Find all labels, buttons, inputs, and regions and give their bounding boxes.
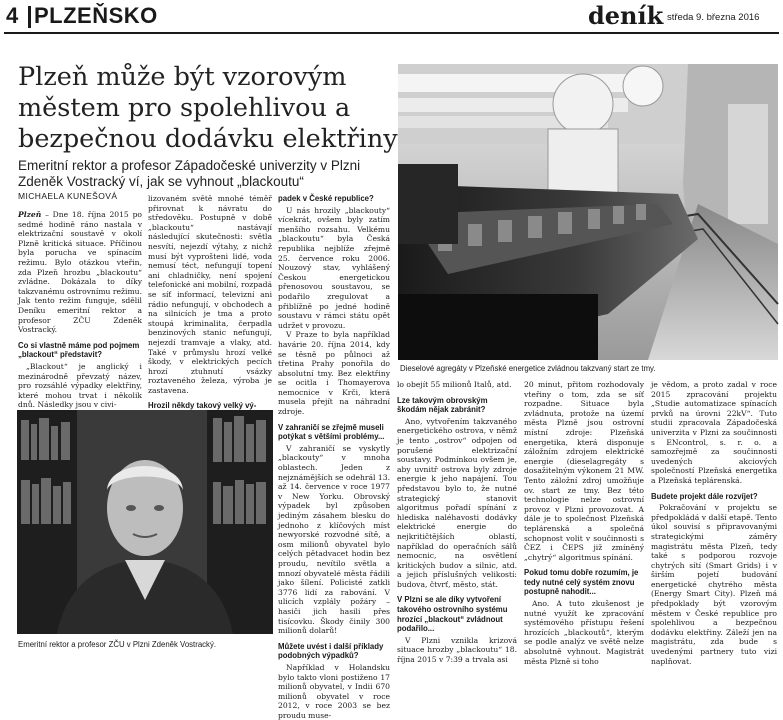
question-heading: V Plzni se ale díky vytvoření takového ostrovního systému hrozící „blackout“ zvládnout podařilo... [397, 595, 508, 634]
issue-date: středa 9. března 2016 [667, 12, 760, 23]
answer-paragraph: „Blackout“ je anglický i mezinárodně převzatý název, pro rozsáhlé výpadky elektřiny, které mohou trvat i několik dnů. Následky jsou v civi- [18, 361, 142, 410]
question-heading: V zahraničí se zřejmě museli potýkat s většími problémy... [278, 422, 385, 442]
engine-room-image [398, 64, 778, 360]
article-column-1 [18, 210, 142, 410]
article-column-6 [651, 380, 777, 668]
section-title: PLZEŇSKO [34, 3, 158, 28]
intro-text: – Dne 18. října 2015 po sedmé hodině ráno nastala v elektrizační soustavě v okolí Plzně kritická situace. Příčinou byla porucha ve spínacím režimu. Bylo otázkou vteřin, zda Plzeň hrozbu „blackoutu“ zvládne. Dokázala to díky takzvanému ostrovnímu režimu. Jak tento režim funguje, sdělil Deníku emeritní rektor a profesor ZČU Zdeněk Vostracký. [18, 210, 142, 335]
article-column-4 [397, 380, 517, 668]
engine-photo-caption: Dieselové agregáty v Plzeňské energetice zvládnou takzvaný start ze tmy. [400, 364, 656, 373]
article-paragraph: Pokračování v projektu se předpokládá v další etapě. Tento úkol souvisí s připravovanými strategickými záměry magistrátu města Plzeň, tedy také s podporou rozvoje chytrých sítí (Smart Grids) i v širším pojetí budování energetické chytrého města (Energy Smart City). Plzeň má předpoklady být vzorovým městem v České republice pro spolehlivou a bezpečnou dodávku elektřiny. Záleží jen na magistrátu, zda bude s uvedenými partnery tuto vizi naplňovat. [651, 503, 777, 666]
question-heading: Lze takovým obrovským škodám nějak zabránit? [397, 395, 488, 415]
intro-paragraph [18, 210, 142, 335]
question-heading: Hrozil někdy takový velký vý- [148, 401, 257, 411]
article-paragraph: V zahraničí se vyskytly „blackouty“ v mnoha oblastech. Jeden z nejznámějších se odehrál 13. až 14. července v roce 1977 v New Yorku. Obrovský výpadek byl způsoben jediným zásahem blesku do jednoho z klíčových míst newyorské rozvodné sítě, a osm milionů obyvatel bylo celých pětadvacet hodin bez proudu, nevítilo světla a mnozí obyvatelé města řádili jako šílení. Policisté zatkli 3776 lidí za rabování. V ulicích vzplály požáry – hasiči jich hasili přes tisícovku. Škody činily 300 milionů dolarů! [278, 443, 390, 636]
question-heading: Pokud tomu dobře rozumím, je tedy nutné celý systém znovu postupně nahodit... [524, 568, 639, 597]
question-heading: Můžete uvést i další příklady podobných výpadků? [278, 641, 384, 661]
question-heading: Budete projekt dále rozvíjet? [651, 491, 758, 501]
question-heading: Co si vlastně máme pod pojmem „blackout“ představit? [18, 340, 140, 360]
article-paragraph: Ano, vytvořením takzvaného energetického ostrova, v němž je tento „ostrov“ odpojen od porušené elektrizační soustavy. Podmínkou ovšem je, aby uvnitř ostrova byly zdroje energie k jeho napájení. Tou představou bylo to, že nutné strategický stanovit algoritmus pořadí spínání z hlediska naléhavosti dodávky elektrické energie do nejkritičtějších oblastí, například do operačních sálů nemocnic, na osvětlení kritických budov a silnic, atd. a jejich příslušných velikostí: budova, čtvrť, město, stát. [397, 416, 517, 589]
header-rule [4, 32, 779, 34]
dateline-place: Plzeň [18, 210, 42, 219]
page-number: 4 [6, 3, 19, 28]
brand-logo: deník [588, 1, 664, 30]
article-paragraph: Například v Holandsku bylo takto vloni postiženo 17 milionů obyvatel, v Indii 670 milionů obyvatel v roce 2012, v roce 2003 se bez proudu muse- [278, 662, 390, 720]
portrait-photo-caption: Emeritní rektor a profesor ZČU v Plzni Zdeněk Vostracký. [18, 640, 217, 649]
article-column-2 [148, 194, 272, 411]
article-paragraph: je vědom, a proto zadal v roce 2015 zpracování projektu „Studie automatizace spínacích prvků na úrovni 22kV“. Tuto studii zpracovala Západočeská univerzita v Plzni za součinnosti s ENcontrol, s. r. o. a samozřejmě za součinnosti uvedených akciových společností Plzeňská energetika a Plzeňská teplárenská. [651, 380, 777, 485]
article-paragraph: V Plzni vznikla krizová situace hrozby „blackoutu“ 18. října 2015 v 7:39 a trvala asi [397, 635, 517, 665]
article-paragraph: 20 minut, přitom rozhodovaly vteřiny o tom, zda se síť rozpadne. Situace byla zvládnuta, protože na území města Plzně jsou ostrovní místní zdroje: Plzeňská energetika, která disponuje záložním zdrojem elektrické energie (dieselagregáty s dosažitelným výkonem 21 MW. Tento záložní zdroj umožňuje ov. start ze tmy. Bez této technologie nelze ostrovní provoz v Plzni provozovat. A dále je to společnost Plzeňská teplárenská a společná schopnost volit v součinnosti s ČEZ i ČEPS již zmíněný „chytrý“ algoritmus spínání. [524, 380, 644, 562]
article-paragraph: V Praze to byla například havárie 20. října 2014, kdy se těsně po půlnoci až třetina Prahy ponořila do absolutní tmy. Bez elektřiny se ocitla i Thomayerova nemocnice v Krči, která musela přejít na náhradní zdroje. [278, 330, 390, 417]
header-separator [28, 6, 31, 28]
article-paragraph: lizovaném světě mnohé téměř přirovnat k návratu do středověku. Postupně v době „blackoutu“ nastávají následující skutečnosti: světla nesvítí, nejezdí výtahy, z nichž musí být vyprošteni lidé, voda nemusí téct, nefungují topení ani chladničky, není spojení telefonické ani mobilní, rozpadá se síť informací, televizní ani rádio nefungují, v obchodech a na silnicích je tma a proto stoupá kriminalita, čerpadla benzinových stanic nefungují, nejezdí tramvaje a vlaky, atd. Také v průmyslu hrozí velké škody, v elektrických pecích hrozí ztuhnutí vsázky roztaveného železa, výroba je zastavena. [148, 194, 272, 395]
article-subheadline: Emeritní rektor a profesor Západočeské univerzity v Plzni Zdeněk Vostracký ví, jak se vyhnout „blackoutu“ [18, 158, 361, 189]
portrait-photo [17, 410, 273, 634]
article-byline: MICHAELA KUNEŠOVÁ [18, 191, 118, 201]
article-paragraph: Ano. A tuto zkušenost je nutné využít ke zpracování systémového přístupu řešení hrozících „blackoutů“, kterým se podle analýz ve světě nelze absolutně vyhnout. Magistrát města Plzně si toho [524, 599, 644, 666]
article-paragraph: lo obejít 55 milionů Italů, atd. [397, 380, 512, 389]
article-headline: Plzeň může být vzorovým městem pro spolehlivou a bezpečnou dodávku elektřiny [18, 62, 398, 154]
question-heading: padek v České republice? [278, 194, 374, 203]
portrait-image [17, 410, 273, 634]
article-column-5 [524, 380, 644, 668]
article-column-3 [278, 194, 390, 720]
article-paragraph: U nás hrozily „blackouty“ vícekrát, ovšem byly zatím menšího rozsahu. Velkému „blackoutu“ byla Česká republika nejblíže zřejmě 25. července roku 2006. Nouzový stav, vyhlášený Českou energetickou přenosovou soustavou, se podařilo zregulovat a přiblížně po jedné hodině soustavu v rámci státu opět udržet v provozu. [278, 205, 390, 330]
engine-room-photo [398, 64, 778, 360]
